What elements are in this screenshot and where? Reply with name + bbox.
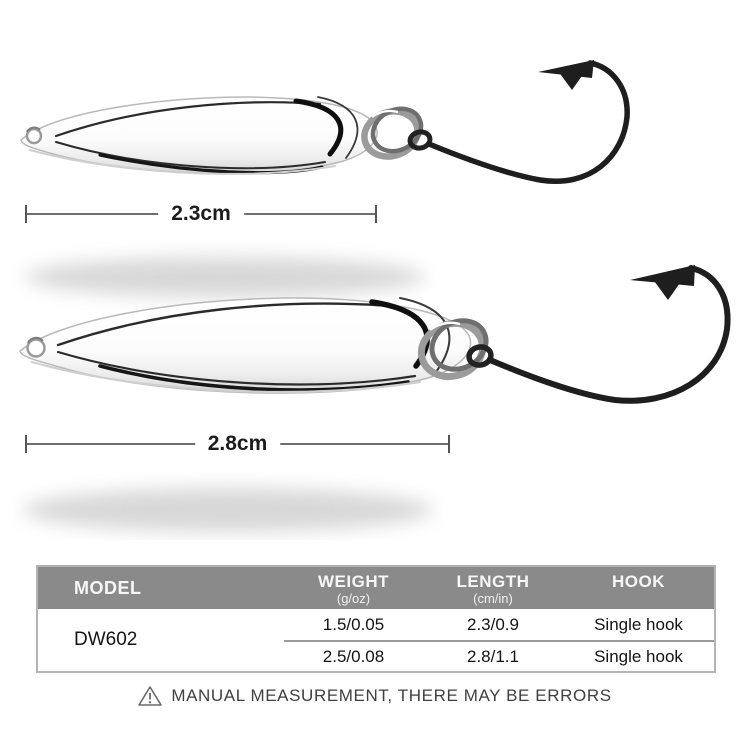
cell-weight-row1: 1.5/0.05 [322, 614, 385, 634]
col-header-weight-unit: (g/oz) [336, 591, 371, 606]
measurement-large [25, 433, 450, 455]
col-header-weight-title: WEIGHT [318, 572, 389, 591]
col-header-length-title: LENGTH [456, 572, 530, 591]
col-header-model [38, 567, 284, 609]
measurement-tick-left-small [25, 205, 27, 223]
lure-shadow-small [25, 257, 425, 297]
warning-triangle-icon [138, 685, 162, 707]
single-hook-small [409, 60, 628, 181]
col-header-length [423, 567, 563, 609]
cell-hook-row1: Single hook [594, 614, 683, 634]
measurement-note [0, 685, 750, 707]
measurement-tick-right-large [448, 435, 450, 453]
measurement-small [25, 203, 377, 225]
cell-hook-row2: Single hook [563, 640, 714, 671]
note-text: MANUAL MEASUREMENT, THERE MAY BE ERRORS [171, 686, 612, 705]
col-header-model-title: MODEL [74, 577, 142, 598]
measurement-label-large: 2.8cm [195, 432, 281, 456]
col-header-weight [284, 567, 423, 609]
col-header-hook [563, 567, 714, 609]
cell-length-row2: 2.8/1.1 [423, 640, 563, 671]
cell-weight-row2: 2.5/0.08 [284, 640, 423, 671]
hook-barb-small [558, 71, 584, 90]
line-tie-hole-large [28, 340, 45, 357]
lure-shadow-large [23, 488, 433, 532]
line-tie-hole-small [27, 129, 41, 143]
col-header-length-unit: (cm/in) [473, 591, 513, 606]
hook-barb-large [652, 278, 682, 300]
spec-table [36, 565, 716, 673]
measurement-label-small: 2.3cm [158, 202, 244, 226]
single-hook-large [467, 265, 727, 401]
measurement-tick-left-large [25, 435, 27, 453]
cell-model: DW602 [74, 629, 138, 650]
measurement-tick-right-small [375, 205, 377, 223]
col-header-hook-title: HOOK [612, 572, 665, 591]
cell-length-row1: 2.3/0.9 [467, 614, 519, 634]
lure-photo-small [21, 60, 627, 181]
